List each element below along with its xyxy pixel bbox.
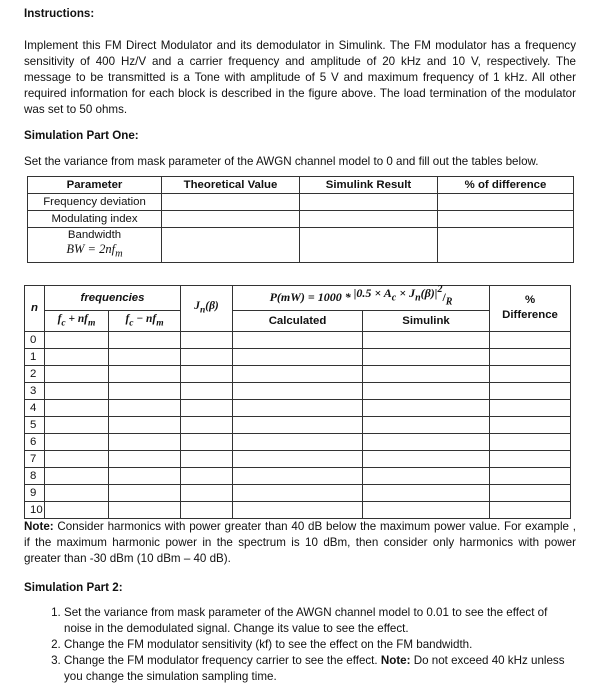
parameter-table	[27, 176, 574, 263]
table-cell[interactable]	[363, 332, 490, 349]
table-cell[interactable]	[45, 434, 109, 451]
n-value: 0	[25, 332, 45, 349]
table-cell[interactable]	[490, 332, 571, 349]
table-cell[interactable]	[45, 417, 109, 434]
table-row	[25, 451, 571, 468]
table-cell[interactable]	[181, 332, 233, 349]
table-header-row	[25, 285, 571, 310]
table-row	[25, 417, 571, 434]
table-cell[interactable]	[363, 417, 490, 434]
note-text: Consider harmonics with power greater than 40 dB below the maximum power value. For example , if the maximum harmonic power in the spectrum is 10 dBm, then consider only harmonics with power greater than -30 dBm (10 dBm – 40 dB).	[24, 520, 576, 566]
row-label-bandwidth	[28, 228, 162, 263]
table-cell[interactable]	[490, 468, 571, 485]
table-cell[interactable]	[109, 502, 181, 519]
table-row	[25, 502, 571, 519]
header-power-formula: $P(mW) = 1000 * |0.5 \times A_c \times J_n(\beta)|^2/_R$	[233, 285, 490, 310]
table-cell[interactable]	[233, 383, 363, 400]
table-cell[interactable]	[363, 366, 490, 383]
pct-symbol: %	[524, 294, 536, 307]
table-cell[interactable]	[363, 451, 490, 468]
table-cell[interactable]	[490, 400, 571, 417]
part-two-list	[24, 605, 576, 685]
table-cell[interactable]	[363, 400, 490, 417]
table-cell[interactable]	[45, 332, 109, 349]
table-row	[25, 485, 571, 502]
table-row	[25, 434, 571, 451]
table-cell[interactable]	[45, 468, 109, 485]
table-cell[interactable]	[363, 468, 490, 485]
header-theoretical: Theoretical Value	[162, 177, 300, 194]
bandwidth-label: Bandwidth	[67, 229, 122, 241]
table-cell[interactable]	[490, 417, 571, 434]
table-row	[28, 228, 574, 263]
table-row	[25, 332, 571, 349]
table-cell[interactable]	[490, 434, 571, 451]
n-value: 1	[25, 349, 45, 366]
table-cell[interactable]	[438, 228, 574, 263]
table-cell[interactable]	[438, 211, 574, 228]
table-cell[interactable]	[233, 502, 363, 519]
table-row	[25, 468, 571, 485]
table-cell[interactable]	[233, 366, 363, 383]
table-cell[interactable]	[181, 468, 233, 485]
table-cell[interactable]	[363, 485, 490, 502]
table-cell[interactable]	[233, 434, 363, 451]
table-cell[interactable]	[181, 366, 233, 383]
table-cell[interactable]	[45, 349, 109, 366]
table-cell[interactable]	[181, 502, 233, 519]
table-cell[interactable]	[490, 349, 571, 366]
table-cell[interactable]	[300, 228, 438, 263]
n-value: 9	[25, 485, 45, 502]
row-label: Modulating index	[28, 211, 162, 228]
table-cell[interactable]	[162, 194, 300, 211]
row-label: Frequency deviation	[28, 194, 162, 211]
table-row	[25, 383, 571, 400]
table-cell[interactable]	[45, 502, 109, 519]
table-cell[interactable]	[45, 383, 109, 400]
difference-label: Difference	[502, 309, 558, 322]
table-row	[25, 400, 571, 417]
item3-note-label: Note:	[380, 654, 411, 668]
table-cell[interactable]	[233, 332, 363, 349]
harmonics-table	[24, 285, 571, 520]
table-cell[interactable]	[109, 485, 181, 502]
header-f-minus: $f_c - nf_m$	[109, 310, 181, 331]
table-cell[interactable]	[109, 417, 181, 434]
table-cell[interactable]	[490, 485, 571, 502]
header-n: n	[25, 285, 45, 332]
n-value: 7	[25, 451, 45, 468]
table-row	[28, 211, 574, 228]
table-cell[interactable]	[162, 211, 300, 228]
table-row	[25, 366, 571, 383]
table-cell[interactable]	[363, 349, 490, 366]
table-row	[28, 194, 574, 211]
part-two-heading: Simulation Part 2:	[24, 581, 123, 595]
part-one-text: Set the variance from mask parameter of the AWGN channel model to 0 and fill out the tables below.	[24, 155, 539, 168]
harmonic-rows	[25, 332, 571, 519]
table-cell[interactable]	[233, 485, 363, 502]
table-cell[interactable]	[181, 451, 233, 468]
table-cell[interactable]	[363, 434, 490, 451]
list-item: 1. Set the variance from mask parameter of the AWGN channel model to 0.01 to see the effect of noise in the demodulated signal. Change its value to see the effect.	[64, 605, 576, 637]
header-difference: % of difference	[438, 177, 574, 194]
document-page	[24, 6, 576, 685]
table-cell[interactable]	[109, 332, 181, 349]
header-frequencies: frequencies	[45, 285, 181, 310]
table-cell[interactable]	[233, 468, 363, 485]
header-calculated: Calculated	[233, 310, 363, 331]
table-cell[interactable]	[181, 400, 233, 417]
table-cell[interactable]	[109, 434, 181, 451]
table-cell[interactable]	[109, 383, 181, 400]
table-cell[interactable]	[109, 468, 181, 485]
header-pct-difference	[490, 285, 571, 332]
n-value: 2	[25, 366, 45, 383]
table-cell[interactable]	[181, 417, 233, 434]
intro-paragraph: Implement this FM Direct Modulator and its demodulator in Simulink. The FM modulator has a frequency sensitivity of 400 Hz/V and a carrier frequency and amplitude of 20 kHz and 10 V, respectively. The message to be transmitted is a Tone with amplitude of 5 V and maximum frequency of 1 kHz. All other required information for each block is described in the figure above. The load termination of the modulator was set to 50 ohms.	[24, 39, 576, 116]
table-cell[interactable]	[162, 228, 300, 263]
table-cell[interactable]	[45, 366, 109, 383]
table-cell[interactable]	[45, 400, 109, 417]
note-paragraph	[24, 519, 576, 567]
table-cell[interactable]	[45, 451, 109, 468]
table-subheader-row	[25, 310, 571, 331]
table-header-row	[28, 177, 574, 194]
table-cell[interactable]	[109, 366, 181, 383]
table-cell[interactable]	[45, 485, 109, 502]
header-parameter: Parameter	[28, 177, 162, 194]
n-value: 4	[25, 400, 45, 417]
header-simulink: Simulink Result	[300, 177, 438, 194]
n-value: 10	[25, 502, 45, 519]
bandwidth-formula: BW = $2nf_m$	[66, 242, 123, 260]
table-cell[interactable]	[490, 451, 571, 468]
table-cell[interactable]	[233, 349, 363, 366]
n-value: 5	[25, 417, 45, 434]
table-cell[interactable]	[300, 194, 438, 211]
table-cell[interactable]	[181, 434, 233, 451]
table-cell[interactable]	[109, 451, 181, 468]
table-cell[interactable]	[363, 502, 490, 519]
table-row	[25, 349, 571, 366]
table-cell[interactable]	[181, 383, 233, 400]
table-cell[interactable]	[438, 194, 574, 211]
table-cell[interactable]	[109, 349, 181, 366]
table-cell[interactable]	[490, 502, 571, 519]
n-value: 6	[25, 434, 45, 451]
table-cell[interactable]	[109, 400, 181, 417]
instructions-heading: Instructions:	[24, 7, 95, 20]
table-cell[interactable]	[490, 366, 571, 383]
table-cell[interactable]	[300, 211, 438, 228]
table-cell[interactable]	[181, 349, 233, 366]
table-cell[interactable]	[490, 383, 571, 400]
table-cell[interactable]	[233, 451, 363, 468]
part-one-heading: Simulation Part One:	[24, 129, 139, 142]
list-item: 3. Change the FM modulator frequency carrier to see the effect. Note: Do not exceed 40 kHz unless you change the simulation sampling time.	[64, 653, 576, 685]
table-cell[interactable]	[181, 485, 233, 502]
header-simulink-result: Simulink	[363, 310, 490, 331]
n-value: 3	[25, 383, 45, 400]
table-cell[interactable]	[233, 400, 363, 417]
header-f-plus: $f_c + nf_m$	[45, 310, 109, 331]
header-jn: $J_n(\beta)$	[181, 285, 233, 332]
table-cell[interactable]	[363, 383, 490, 400]
table-cell[interactable]	[233, 417, 363, 434]
note-label: Note:	[24, 520, 54, 534]
n-value: 8	[25, 468, 45, 485]
list-item: 2. Change the FM modulator sensitivity (kf) to see the effect on the FM bandwidth.	[64, 637, 576, 653]
